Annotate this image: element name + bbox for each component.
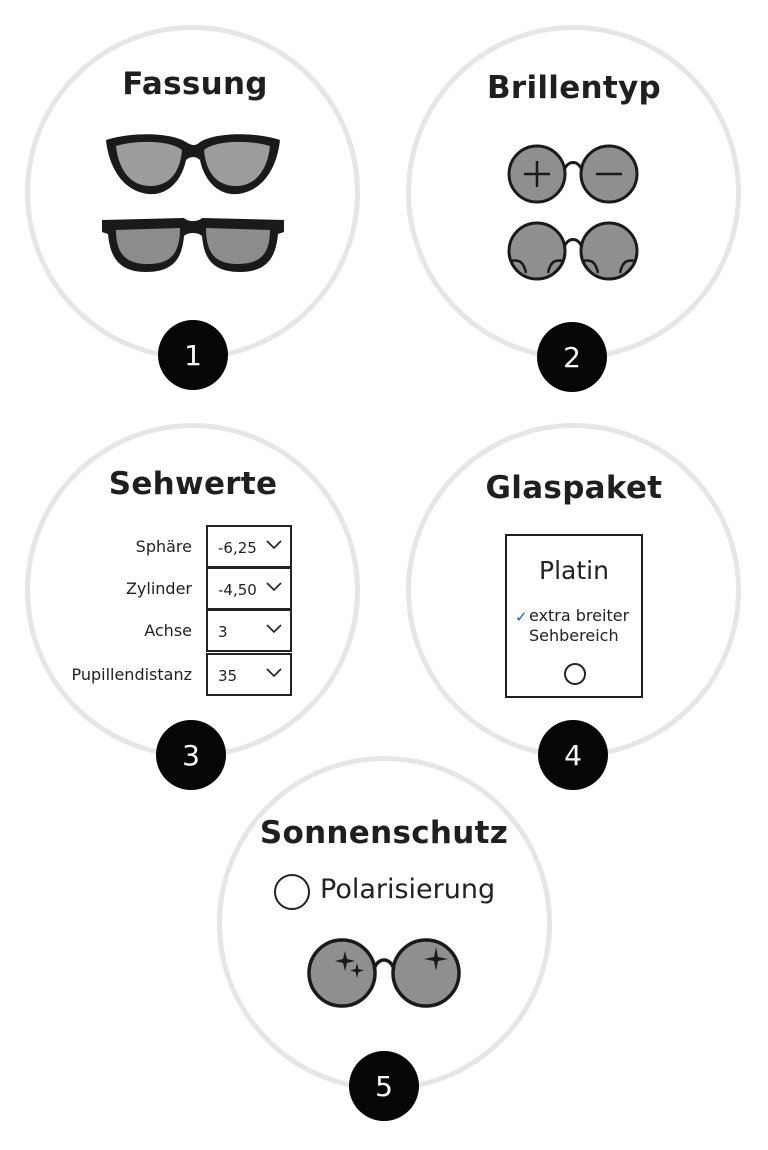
polarized-sunglasses-icon [305, 937, 463, 1009]
progressive-glasses-icon [506, 221, 640, 281]
step-sehwerte-title: Sehwerte [108, 466, 278, 502]
cat-eye-sunglasses-icon [100, 130, 286, 200]
glaspaket-name: Platin [539, 556, 609, 585]
chevron-down-icon [266, 540, 282, 550]
sphaere-label: Sphäre [135, 537, 192, 556]
glaspaket-radio[interactable] [564, 663, 586, 685]
sphaere-value: -6,25 [218, 539, 257, 557]
step-sonnenschutz-title: Sonnenschutz [259, 815, 509, 851]
step-badge-1[interactable]: 1 [158, 320, 228, 390]
chevron-down-icon [266, 582, 282, 592]
achse-label: Achse [144, 621, 192, 640]
step-sonnenschutz-circle[interactable] [217, 756, 552, 1091]
chevron-down-icon [266, 668, 282, 678]
zylinder-label: Zylinder [125, 579, 192, 598]
step-badge-3[interactable]: 3 [156, 720, 226, 790]
pupillendistanz-select[interactable] [206, 653, 292, 696]
step-badge-5[interactable]: 5 [349, 1051, 419, 1121]
pupillendistanz-label: Pupillendistanz [71, 665, 192, 684]
pupillendistanz-value: 35 [218, 667, 238, 685]
zylinder-value: -4,50 [218, 581, 257, 599]
achse-row [70, 609, 292, 651]
glaspaket-platin-card[interactable] [505, 534, 643, 698]
zylinder-row [70, 567, 292, 609]
step-badge-2[interactable]: 2 [537, 322, 607, 392]
single-vision-glasses-icon [506, 144, 640, 204]
step-brillentyp-title: Brillentyp [486, 70, 662, 106]
pupillendistanz-row [70, 653, 292, 695]
achse-value: 3 [218, 623, 228, 641]
wayfarer-sunglasses-icon [100, 212, 286, 278]
zylinder-select[interactable] [206, 567, 292, 610]
achse-select[interactable] [206, 609, 292, 652]
check-icon: ✓ [515, 608, 528, 626]
sphaere-select[interactable] [206, 525, 292, 568]
polarisierung-label[interactable]: Polarisierung [320, 874, 496, 905]
chevron-down-icon [266, 624, 282, 634]
polarisierung-radio[interactable] [274, 874, 310, 910]
step-badge-4[interactable]: 4 [538, 720, 608, 790]
glaspaket-feature: extra breiter Sehbereich [529, 606, 630, 645]
sphaere-row [70, 525, 292, 567]
step-fassung-title: Fassung [122, 66, 268, 102]
step-glaspaket-title: Glaspaket [485, 470, 663, 506]
